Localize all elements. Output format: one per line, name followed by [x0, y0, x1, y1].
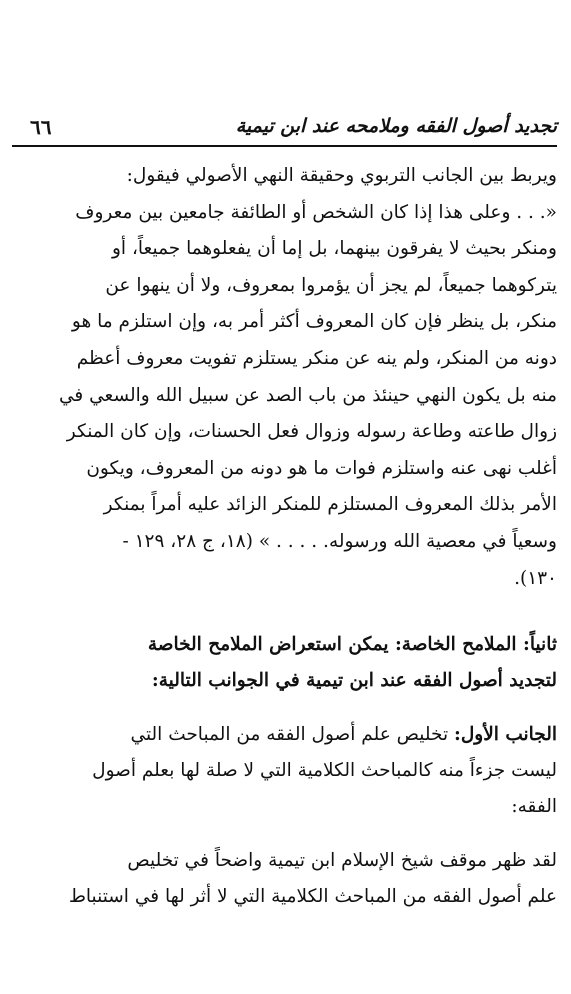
- section-heading: [14, 627, 557, 699]
- body-paragraph: [14, 843, 557, 915]
- text-line: ومنكر بحيث لا يفرقون بينهما، بل إما أن يفعلوهما جميعاً، أو: [112, 238, 557, 260]
- page-header: [8, 113, 557, 143]
- quote-paragraph: [14, 158, 557, 597]
- header-rule: [12, 145, 557, 147]
- text-line: ١٣٠).: [514, 567, 557, 589]
- text-line: الفقه:: [511, 796, 557, 817]
- text-line: علم أصول الفقه من المباحث الكلامية التي لا أثر لها في استنباط: [68, 886, 557, 907]
- text-line: يتركوهما جميعاً، لم يجز أن يؤمروا بمعروف، ولا أن ينهوا عن: [105, 274, 557, 296]
- text-line: دونه من المنكر، ولم ينه عن منكر يستلزم تفويت معروف أعظم: [76, 347, 557, 369]
- text-fragment: تخليص علم أصول الفقه من المباحث التي: [130, 724, 449, 745]
- text-line: وسعياً في معصية الله ورسوله. . . . . » (١٨، ج ٢٨، ١٢٩ -: [122, 530, 557, 552]
- text-line: ليست جزءاً منه كالمباحث الكلامية التي لا صلة لها بعلم أصول: [92, 760, 557, 781]
- text-line: [14, 717, 557, 753]
- text-line: زوال طاعته وطاعة رسوله وزوال فعل الحسنات، وإن كان المنكر: [66, 421, 557, 443]
- heading-line: لتجديد أصول الفقه عند ابن تيمية في الجوانب التالية:: [151, 670, 557, 691]
- aspect-paragraph: [14, 717, 557, 825]
- page-number: ٦٦: [30, 115, 52, 139]
- text-line: أغلب نهى عنه واستلزم فوات ما هو دونه من المعروف، ويكون: [86, 457, 557, 479]
- text-line: منكر، بل ينظر فإن كان المعروف أكثر أمر به، وإن استلزم ما هو: [71, 311, 557, 333]
- text-line: ويربط بين الجانب التربوي وحقيقة النهي الأصولي فيقول:: [126, 165, 557, 186]
- aspect-lead: الجانب الأول:: [453, 724, 557, 745]
- running-title: تجديد أصول الفقه وملامحه عند ابن تيمية: [235, 115, 557, 137]
- heading-line: ثانياً: الملامح الخاصة: يمكن استعراض الملامح الخاصة: [147, 634, 557, 655]
- text-line: الأمر بذلك المعروف المستلزم للمنكر الزائد عليه أمراً بمنكر: [103, 494, 557, 516]
- text-line: منه بل يكون النهي حينئذ من باب الصد عن سبيل الله والسعي في: [58, 384, 557, 406]
- text-line: لقد ظهر موقف شيخ الإسلام ابن تيمية واضحاً في تخليص: [127, 850, 557, 871]
- text-line: «. . . وعلى هذا إذا كان الشخص أو الطائفة جامعين بين معروف: [75, 201, 557, 223]
